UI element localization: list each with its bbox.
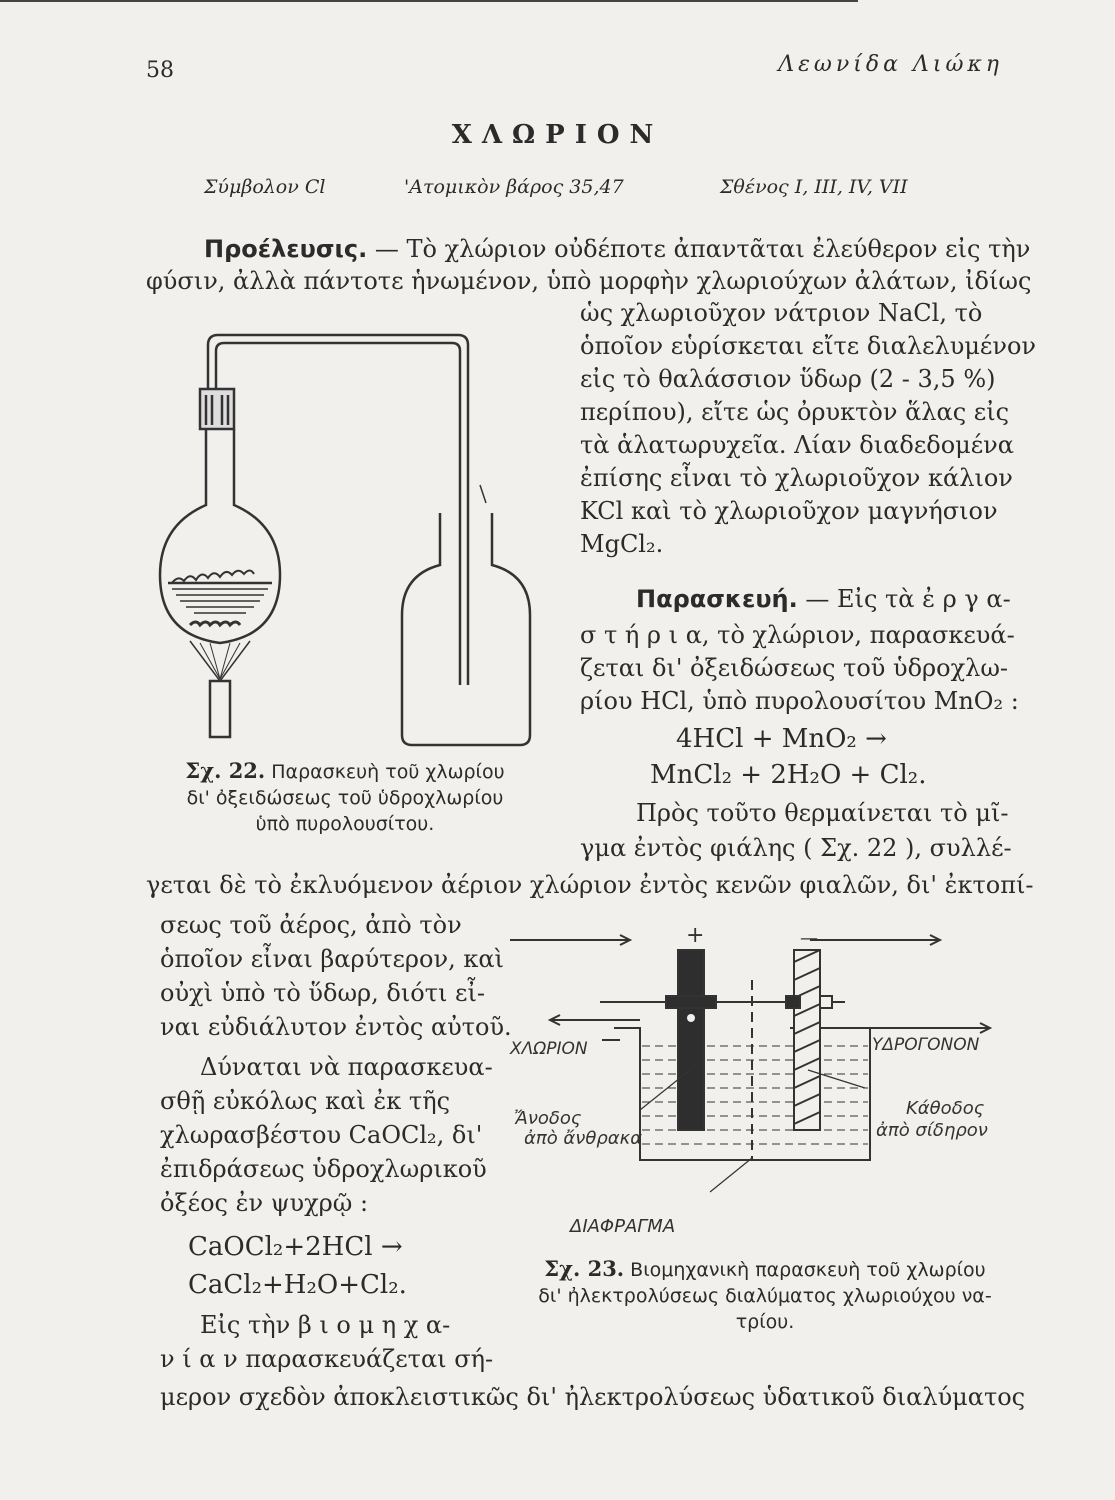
figure-23-caption-line-1: Βιομηχανικὴ παρασκευὴ τοῦ χλωρίου (624, 1259, 986, 1281)
atomic-weight: 'Ατομικὸν βάρος 35,47 (404, 176, 624, 198)
reaction-2-line-2: CaCl₂+H₂O+Cl₂. (188, 1270, 407, 1300)
preparation-line-1-text: — Εἰς τὰ ἐ ρ γ α- (797, 585, 1011, 613)
left-column-line-9: ὀξέος ἐν ψυχρῷ : (160, 1189, 369, 1217)
left-column-line-4: ναι εὐδιάλυτον ἐντὸς αὐτοῦ. (160, 1013, 512, 1041)
left-column-line-5: Δύναται νὰ παρασκευα- (200, 1053, 493, 1081)
figure-22-apparatus (150, 325, 580, 755)
collecting-bottle (402, 513, 530, 745)
preparation-line-5: Πρὸς τοῦτο θερμαίνεται τὸ μῖ- (636, 799, 1009, 827)
cathode-label-2: ἀπὸ σίδηρον (876, 1120, 988, 1141)
industry-line-1: Εἰς τὴν β ι ο μ η χ α- (200, 1311, 451, 1339)
carbon-anode (678, 950, 704, 1130)
element-symbol: Σύμβολον Cl (204, 176, 326, 198)
figure-22-caption-line-3: ὑπὸ πυρολουσίτου. (255, 813, 435, 835)
figure-23-caption-line-2: δι' ἠλεκτρολύσεως διαλύματος χλωριούχου να- (538, 1285, 992, 1307)
cathode-label-1: Κάθοδος (906, 1098, 985, 1119)
reaction-1-line-1: 4HCl + MnO₂ → (676, 724, 887, 754)
origin-line-3: ὡς χλωριοῦχον νάτριον NaCl, τὸ (580, 299, 983, 327)
figure-23-number: Σχ. 23. (544, 1256, 625, 1281)
origin-line-5: εἰς τὸ θαλάσσιον ὕδωρ (2 - 3,5 %) (580, 365, 996, 393)
origin-line-10: MgCl₂. (580, 530, 664, 558)
left-column-line-1: σεως τοῦ ἀέρος, ἀπὸ τὸν (160, 911, 462, 939)
origin-heading: Προέλευσις. (204, 235, 368, 263)
preparation-heading: Παρασκευή. (636, 585, 798, 613)
hydrogen-label: ΥΔΡΟΓΟΝΟΝ (872, 1035, 980, 1055)
chapter-title: ΧΛΩΡΙΟΝ (451, 120, 664, 150)
burner (210, 681, 230, 737)
anode-label-2: ἀπὸ ἄνθρακα (524, 1128, 643, 1149)
figure-22-caption-line-2: δι' ὀξειδώσεως τοῦ ὑδροχλωρίου (186, 787, 504, 809)
iron-cathode (794, 950, 820, 1130)
industry-line-3: μερον σχεδὸν ἀποκλειστικῶς δι' ἠλεκτρολύσεως ὑδατικοῦ διαλύματος (160, 1383, 1026, 1411)
preparation-line-4: ρίου HCl, ὑπὸ πυρολουσίτου MnO₂ : (580, 687, 1019, 715)
cathode-minus-label: — (800, 928, 818, 949)
chlorine-label: ΧΛΩΡΙΟΝ (510, 1039, 588, 1059)
left-column-line-8: ἐπιδράσεως ὑδροχλωρικοῦ (160, 1155, 487, 1183)
preparation-line-3: ζεται δι' ὀξειδώσεως τοῦ ὑδροχλω- (580, 654, 1009, 682)
round-bottom-flask (160, 429, 280, 643)
preparation-line-6: γμα ἐντὸς φιάλης ( Σχ. 22 ), συλλέ- (580, 834, 1012, 862)
preparation-line-2: σ τ ή ρ ι α, τὸ χλώριον, παρασκευά- (580, 621, 1015, 649)
figure-23-electrolysis-cell (490, 920, 1020, 1250)
anode-label-1: Ἄνοδος (514, 1108, 582, 1129)
origin-line-4: ὁποῖον εὑρίσκεται εἴτε διαλελυμένον (580, 332, 1036, 360)
left-column-line-2: ὁποῖον εἶναι βαρύτερον, καὶ (160, 945, 504, 973)
delivery-tube (208, 335, 468, 685)
origin-line-9: KCl καὶ τὸ χλωριοῦχον μαγνήσιον (580, 497, 998, 525)
running-head: Λεωνίδα Λιώκη (778, 52, 1003, 77)
figure-22-number: Σχ. 22. (185, 758, 266, 783)
electrolysis-tank (640, 1028, 870, 1160)
left-column-line-6: σθῇ εὐκόλως καὶ ἐκ τῆς (160, 1087, 451, 1115)
origin-line-1 (204, 234, 1030, 264)
page-number: 58 (146, 58, 174, 83)
left-column-line-3: οὐχὶ ὑπὸ τὸ ὕδωρ, διότι εἶ- (160, 979, 485, 1007)
origin-line-7: τὰ ἁλατωρυχεῖα. Λίαν διαδεδομένα (580, 431, 1014, 459)
origin-line-6: περίπου), εἴτε ὡς ὀρυκτὸν ἅλας εἰς (580, 398, 1010, 426)
anode-plus-label: + (686, 923, 705, 948)
origin-line-2: φύσιν, ἀλλὰ πάντοτε ἡνωμένον, ὑπὸ μορφὴν χλωριούχων ἀλάτων, ἰδίως (146, 267, 1032, 295)
industry-line-2: ν ί α ν παρασκευάζεται σή- (160, 1345, 494, 1373)
figure-22-caption (160, 758, 530, 837)
preparation-line-7: γεται δὲ τὸ ἐκλυόμενον ἀέριον χλώριον ἐντὸς κενῶν φιαλῶν, δι' ἐκτοπί- (146, 871, 1034, 899)
left-column-line-7: χλωρασβέστου CaOCl₂, δι' (160, 1121, 483, 1149)
figure-22-caption-line-1: Παρασκευὴ τοῦ χλωρίου (265, 761, 505, 783)
reaction-2-line-1: CaOCl₂+2HCl → (188, 1232, 403, 1262)
valence: Σθένος I, III, IV, VII (720, 176, 908, 198)
figure-23-caption-line-3: τρίου. (735, 1311, 795, 1333)
reaction-1-line-2: MnCl₂ + 2H₂O + Cl₂. (650, 760, 927, 790)
preparation-line-1 (636, 584, 1011, 614)
origin-line-8: ἐπίσης εἶναι τὸ χλωριοῦχον κάλιον (580, 464, 1013, 492)
diaphragm-label: ΔΙΑΦΡΑΓΜΑ (570, 1216, 676, 1237)
header-rule (0, 0, 858, 2)
origin-line-1-text: — Τὸ χλώριον οὐδέποτε ἀπαντᾶται ἐλεύθερον εἰς τὴν (367, 235, 1031, 263)
figure-23-caption (500, 1256, 1030, 1335)
